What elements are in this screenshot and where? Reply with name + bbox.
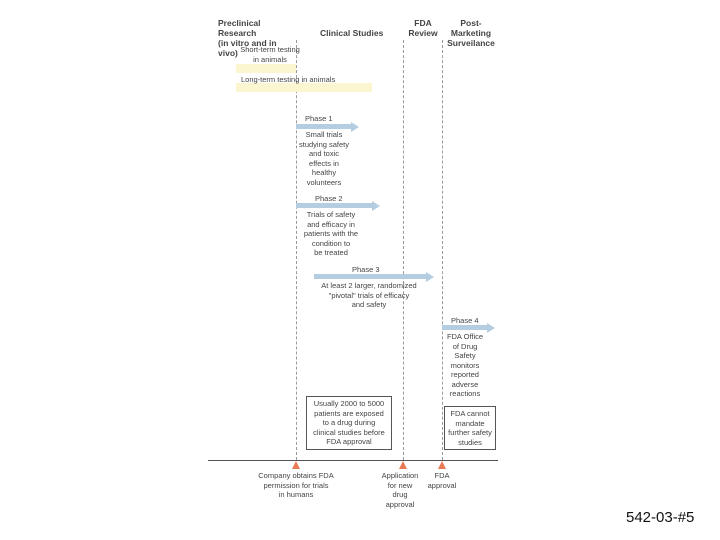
phase4-desc-line: adverse — [451, 379, 479, 389]
phase4-desc-line: of Drug — [452, 341, 478, 351]
fda-cannot-line: FDA cannot — [450, 409, 490, 418]
phase4-arrow-bar — [442, 325, 487, 330]
phase2-desc-line: and efficacy in — [307, 219, 355, 229]
phase1-desc-line: effects in — [309, 158, 339, 168]
fda-cannot-line: studies — [458, 437, 482, 447]
phase2-label: Phase 2 — [315, 194, 343, 203]
phase2-desc-line: Trials of safety — [306, 210, 356, 219]
phase1-desc-line: volunteers — [306, 177, 342, 187]
phase4-desc — [436, 332, 494, 399]
milestone-2-line: for new — [387, 480, 413, 490]
phase1-desc-line: Small trials — [305, 130, 343, 139]
milestone-marker-3 — [438, 461, 446, 469]
patients-note-line: patients are exposed — [314, 408, 384, 418]
phase2-arrow-head — [372, 201, 380, 211]
phase4-desc-line: reported — [451, 370, 479, 379]
milestone-1 — [250, 471, 342, 500]
milestone-3-line: FDA — [434, 471, 450, 480]
header-post-marketing-line2: Surveilance — [447, 38, 495, 48]
phase2-arrow-bar — [296, 203, 372, 208]
header-clinical: Clinical Studies — [320, 28, 384, 38]
header-post-marketing-line1: Post-Marketing — [450, 18, 492, 38]
fda-cannot-note-box — [444, 406, 496, 450]
phase1-desc-line: healthy — [311, 168, 337, 177]
phase2-desc — [296, 210, 366, 258]
phase3-desc-line: "pivotal" trials of efficacy — [328, 290, 410, 300]
divider-fda-review — [403, 40, 404, 460]
phase3-desc-line: At least 2 larger, randomized — [321, 281, 417, 290]
phase2-desc-line: be treated — [314, 248, 348, 257]
milestone-2-line: approval — [385, 499, 415, 509]
short-term-highlight — [236, 64, 296, 73]
phase3-arrow-bar — [314, 274, 426, 279]
header-fda-review-line1: FDA — [414, 18, 432, 28]
phase4-arrow-head — [487, 323, 495, 333]
patients-note-line: Usually 2000 to 5000 — [313, 399, 385, 408]
phase4-desc-line: reactions — [449, 389, 481, 398]
milestone-3-line: approval — [427, 480, 457, 490]
milestone-marker-2 — [399, 461, 407, 469]
phase2-desc-line: condition to — [311, 238, 351, 248]
short-term-testing — [232, 45, 308, 64]
patients-note-line: FDA approval — [326, 437, 372, 446]
header-fda-review — [404, 18, 442, 38]
phase3-desc-line: and safety — [351, 300, 387, 309]
phase4-desc-line: Safety — [454, 351, 476, 360]
header-post-marketing — [441, 18, 501, 48]
milestone-1-line: Company obtains FDA — [258, 471, 334, 480]
milestone-2-line: drug — [392, 490, 408, 499]
long-term-testing: Long-term testing in animals — [241, 75, 336, 84]
phase3-arrow-head — [426, 272, 434, 282]
phase1-desc-line: studying safety — [298, 139, 350, 149]
milestone-marker-1 — [292, 461, 300, 469]
fda-cannot-line: further safety — [448, 428, 492, 437]
header-preclinical-line2: (in vitro and in vivo) — [218, 38, 277, 58]
milestone-3 — [422, 471, 462, 490]
header-preclinical-line1: Preclinical Research — [218, 18, 261, 38]
phase4-desc-line: FDA Office — [446, 332, 484, 341]
phase4-desc-line: monitors — [450, 360, 480, 370]
fda-cannot-line: mandate — [455, 418, 485, 428]
patients-note-line: clinical studies before — [313, 427, 385, 437]
milestone-1-line: in humans — [278, 490, 314, 499]
phase1-label: Phase 1 — [305, 114, 333, 123]
patients-note-box — [306, 396, 392, 450]
milestone-2 — [374, 471, 426, 509]
phase2-desc-line: patients with the — [303, 229, 359, 238]
header-fda-review-line2: Review — [408, 28, 438, 38]
phase1-desc-line: and toxic — [308, 149, 340, 158]
timeline-axis — [208, 460, 498, 461]
phase3-desc — [312, 281, 426, 310]
milestone-1-line: permission for trials — [263, 480, 329, 490]
patients-note-line: to a drug during — [322, 418, 376, 427]
phase3-label: Phase 3 — [352, 265, 380, 274]
phase1-desc — [294, 130, 354, 187]
short-term-line2: in animals — [253, 54, 287, 64]
phase4-label: Phase 4 — [451, 316, 479, 325]
slide-id: 542-03-#5 — [626, 509, 695, 526]
short-term-line1: Short-term testing — [240, 45, 300, 54]
phase1-arrow-bar — [296, 124, 351, 129]
milestone-2-line: Application — [381, 471, 419, 480]
